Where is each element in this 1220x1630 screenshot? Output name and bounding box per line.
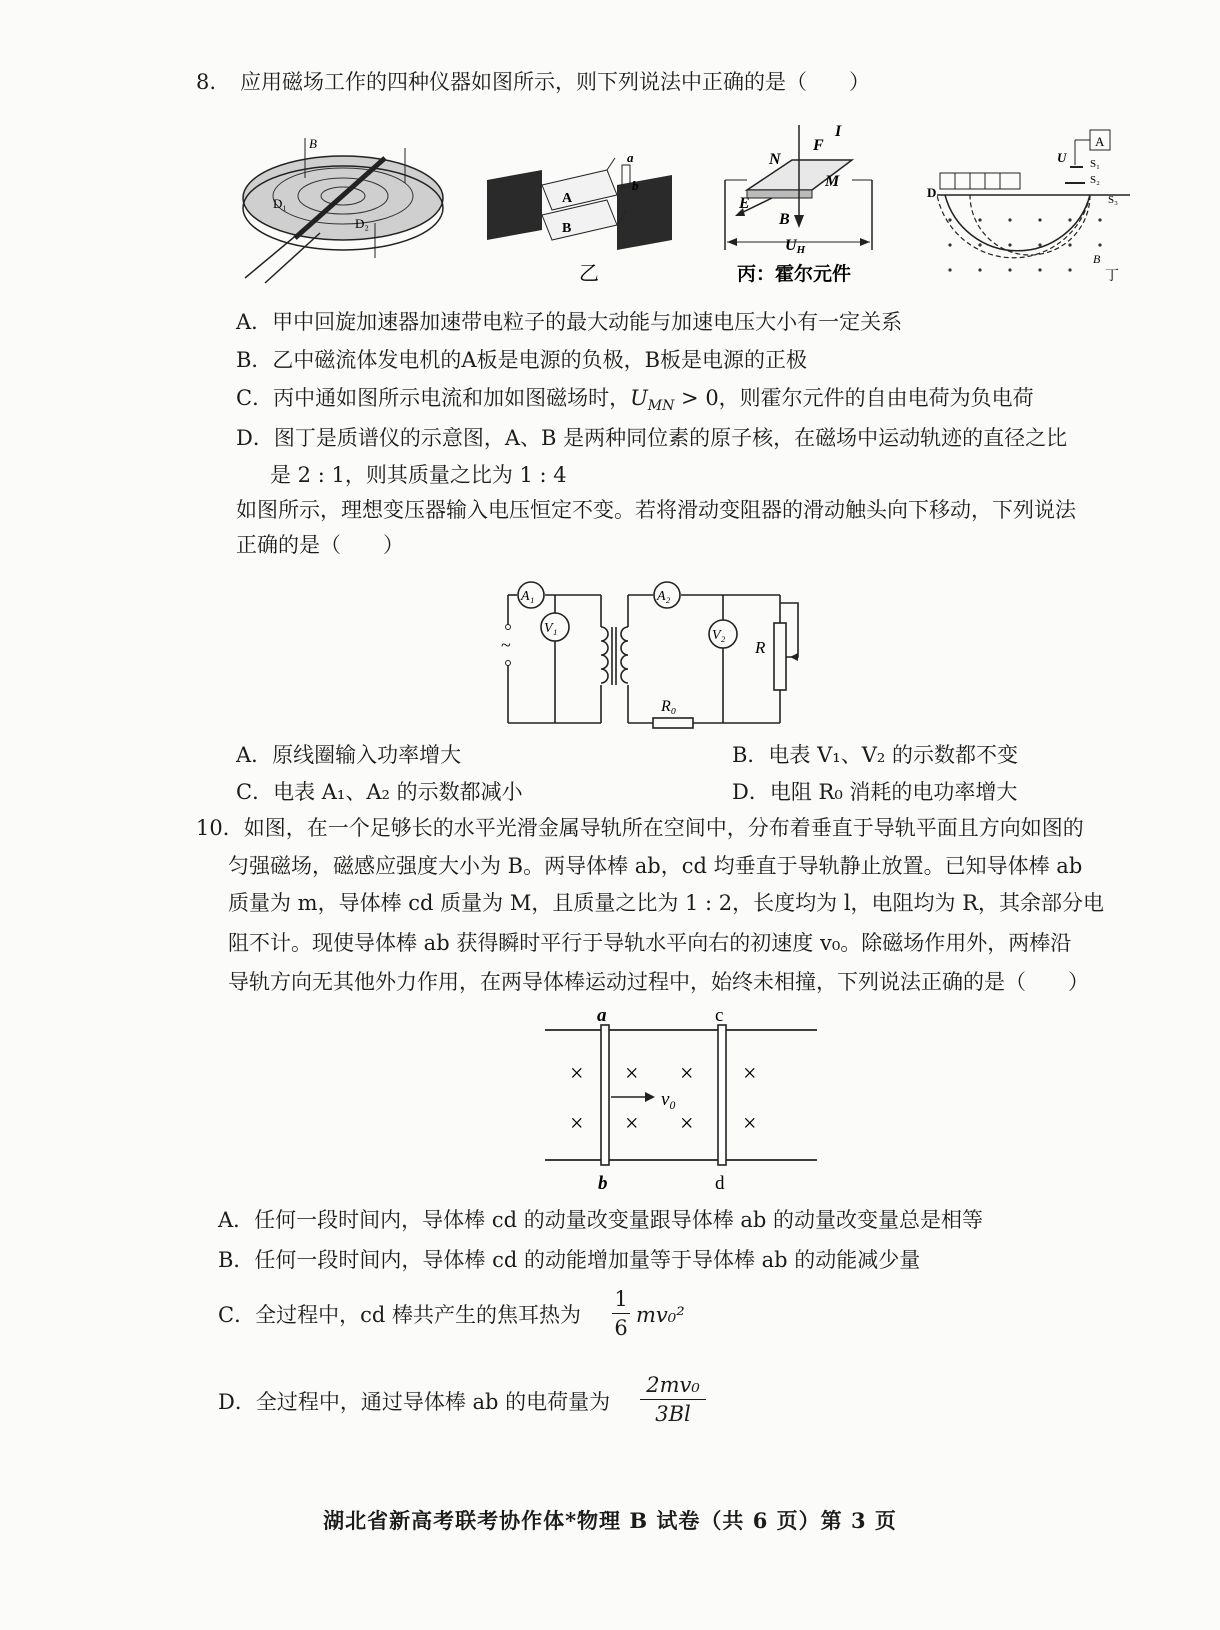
fig-mass-spectrometer — [925, 125, 1135, 290]
q9-stem-line2: 正确的是（ ） — [236, 533, 404, 557]
q10-stem-line5: 导轨方向无其他外力作用，在两导体棒运动过程中，始终未相撞，下列说法正确的是（ ） — [228, 970, 1089, 994]
q8-option-d-line1: D．图丁是质谱仪的示意图，A、B 是两种同位素的原子核，在磁场中运动轨迹的直径之比 — [236, 426, 1068, 450]
fraction-denominator: 3Bl — [655, 1402, 691, 1426]
q10-option-d-fraction — [640, 1373, 706, 1426]
cyclotron-label-b: B — [309, 136, 317, 151]
spectrometer-label-d: D — [927, 185, 937, 200]
field-cross: × — [570, 1061, 584, 1087]
spectrometer-label-a: A — [1095, 134, 1105, 149]
mhd-label-a: a — [627, 150, 634, 165]
q8-option-b: B．乙中磁流体发电机的A板是电源的负极，B板是电源的正极 — [236, 348, 808, 372]
q8-number: 8. — [196, 70, 217, 94]
q9-option-c: C．电表 A₁、A₂ 的示数都减小 — [236, 780, 523, 804]
spectrometer-label-b: B — [1093, 252, 1101, 266]
q8-option-a: A．甲中回旋加速器加速带电粒子的最大动能与加速电压大小有一定关系 — [236, 310, 903, 334]
fig-mhd-generator — [487, 140, 687, 290]
q10-option-c-tail: mv₀² — [636, 1303, 685, 1327]
circuit-ammeter-a1: A₁ — [521, 589, 535, 604]
q8-option-d-line2: 是 2 : 1，则其质量之比为 1 : 4 — [270, 463, 567, 487]
q9-option-d: D．电阻 R₀ 消耗的电功率增大 — [732, 780, 1018, 804]
circuit-resistor-r: R — [755, 638, 766, 657]
field-cross: × — [625, 1111, 639, 1137]
q8-stem: 应用磁场工作的四种仪器如图所示，则下列说法中正确的是（ ） — [240, 70, 870, 94]
circuit-voltmeter-v2: V₂ — [712, 628, 726, 643]
mhd-label-a-plate: A — [562, 191, 573, 206]
q10-stem-line1: 10．如图，在一个足够长的水平光滑金属导轨所在空间中，分布着垂直于导轨平面且方向如图的 — [196, 816, 1084, 840]
hall-label-u: UH — [785, 237, 806, 256]
spectrometer-label-u: U — [1057, 150, 1067, 165]
circuit-resistor-r0: R₀ — [661, 698, 677, 715]
field-cross: × — [680, 1111, 694, 1137]
cyclotron-label-d1: D₁ — [273, 196, 287, 211]
spectrometer-label-s3: S₃ — [1108, 194, 1118, 206]
q9-option-a: A．原线圈输入功率增大 — [236, 743, 462, 767]
q9-stem-line1: 如图所示，理想变压器输入电压恒定不变。若将滑动变阻器的滑动触头向下移动，下列说法 — [236, 498, 1076, 522]
q10-stem-line4: 阻不计。现使导体棒 ab 获得瞬时平行于导轨水平向右的初速度 v₀。除磁场作用外，两棒沿 — [228, 931, 1072, 955]
field-cross: × — [570, 1111, 584, 1137]
fraction-numerator: 2mv₀ — [646, 1373, 700, 1397]
spectrometer-label-s2: S₂ — [1090, 174, 1100, 186]
q10-stem-line2: 匀强磁场，磁感应强度大小为 B。两导体棒 ab，cd 均垂直于导轨静止放置。已知导体棒 ab — [228, 854, 1083, 878]
field-cross: × — [680, 1061, 694, 1087]
rod-label-d: d — [715, 1173, 725, 1194]
q10-option-a: A．任何一段时间内，导体棒 cd 的动量改变量跟导体棒 ab 的动量改变量总是相等 — [218, 1208, 984, 1232]
hall-label-m: M — [825, 173, 840, 190]
field-cross: × — [625, 1061, 639, 1087]
hall-label-e: E — [739, 195, 750, 212]
fig-hall-element — [717, 120, 892, 285]
q10-option-c: C．全过程中，cd 棒共产生的焦耳热为 — [218, 1303, 581, 1327]
q10-option-b: B．任何一段时间内，导体棒 cd 的动能增加量等于导体棒 ab 的动能减少量 — [218, 1248, 921, 1272]
page-footer: 湖北省新高考联考协作体*物理 B 试卷（共 6 页）第 3 页 — [323, 1508, 897, 1533]
mhd-label-b-plate: B — [562, 221, 572, 236]
rod-label-b: b — [598, 1173, 608, 1194]
rod-label-a: a — [597, 1005, 607, 1026]
hall-label-i: I — [835, 123, 842, 140]
fig-rails-diagram — [535, 1005, 825, 1195]
mhd-label-b: b — [632, 178, 639, 193]
circuit-voltmeter-v1: V₁ — [544, 621, 558, 636]
q9-option-b: B．电表 V₁、V₂ 的示数都不变 — [732, 743, 1018, 767]
q8-option-c: C．丙中通如图所示电流和加如图磁场时，$U_{MN} > 0$，则霍尔元件的自由电荷为负电荷 — [236, 386, 1034, 415]
field-cross: × — [743, 1111, 757, 1137]
rod-label-c: c — [715, 1005, 724, 1026]
field-cross: × — [743, 1061, 757, 1087]
q10-stem-line3: 质量为 m，导体棒 cd 质量为 M，且质量之比为 1 : 2，长度均为 l，电阻均为 R，其余部分电 — [228, 891, 1105, 915]
fig-cyclotron — [235, 128, 445, 288]
hall-label-b: B — [779, 211, 790, 228]
fraction-numerator: 1 — [614, 1287, 628, 1311]
hall-label-n: N — [769, 151, 781, 168]
hall-caption: 丙：霍尔元件 — [737, 264, 852, 285]
spectrometer-caption: 丁 — [1105, 269, 1119, 284]
fig-transformer-circuit — [493, 565, 823, 735]
velocity-label-v0: v₀ — [661, 1089, 677, 1110]
q10-option-d: D．全过程中，通过导体棒 ab 的电荷量为 — [218, 1390, 611, 1414]
cyclotron-label-d2: D₂ — [355, 216, 369, 231]
hall-label-f: F — [813, 137, 824, 154]
circuit-ac-source: ~ — [501, 635, 511, 655]
fraction-denominator: 6 — [614, 1316, 628, 1340]
q10-option-c-fraction — [612, 1287, 630, 1340]
circuit-ammeter-a2: A₂ — [657, 589, 671, 604]
spectrometer-label-s1: S₁ — [1090, 158, 1100, 170]
mhd-caption: 乙 — [579, 263, 599, 285]
